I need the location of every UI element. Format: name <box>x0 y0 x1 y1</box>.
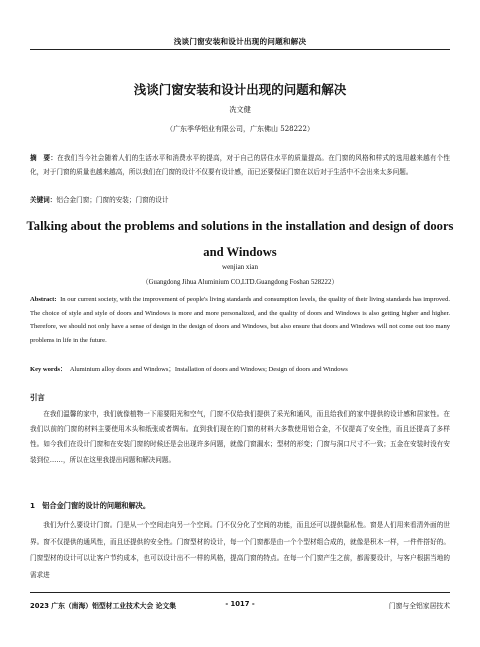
footer-divider <box>30 592 450 593</box>
chinese-keywords <box>30 194 450 206</box>
section-1-heading: 1 铝合金门窗的设计的问题和解决。 <box>30 501 151 510</box>
english-keywords-text: Aluminium alloy doors and Windows；Installation of doors and Windows; Design of doors and Windows <box>69 366 348 373</box>
footer-section: 门窗与全铝家居技术 <box>388 602 450 610</box>
chinese-abstract-label: 摘 要： <box>30 154 58 162</box>
chinese-author: 冼文健 <box>229 105 251 114</box>
english-keywords <box>30 364 450 376</box>
page-footer <box>30 600 450 612</box>
page-number: - 1017 - <box>225 600 255 608</box>
section-1-paragraph: 我们为什么要设计门窗。门是从一个空间走向另一个空间。门不仅分化了空间的功能，而且还可以提供隐私性。窗是人们用来看清外面的世界。窗不仅提供的通风性，而且还提供的安全性。门窗型材的设计，每一个门窗都是由一个个型材组合成的，就像是积木一样，一件件搭好的。门窗型材的设计可以让客户节约成本，也可以设计出不一样的风格，提高门窗的特点。在每一个门窗产生之前，都需要设计，与客户根据当地的需求进 <box>30 521 450 579</box>
chinese-affiliation: （广东季华铝业有限公司，广东佛山 528222） <box>166 125 314 133</box>
intro-heading: 引言 <box>30 393 45 402</box>
english-abstract-label: Abstract: <box>30 296 57 303</box>
footer-proceedings: 2023 广东（南海）铝型材工业技术大会 论文集 <box>30 602 176 610</box>
english-author: wenjian xian <box>222 263 258 271</box>
english-abstract <box>30 293 450 347</box>
english-keywords-label: Key words： <box>30 366 67 373</box>
chinese-abstract-text: 在我们当今社会随着人们的生活水平和消费水平的提高，对于自己的居住水平的质量提高。在门窗的风格和样式的选用越来越有个性化，对于门窗的质量也越来越高，所以我们在门窗的设计不仅要有设计感，而已还要保证门窗在以后对于生活中不会出来太多问题。 <box>30 154 450 176</box>
running-header: 浅谈门窗安装和设计出现的问题和解决 <box>173 37 307 46</box>
english-title: Talking about the problems and solutions in the installation and design of doors and Windows <box>26 219 454 259</box>
header-divider <box>30 49 450 50</box>
english-abstract-text: In our current society, with the improvement of people's living standards and consumption levels, the quality of their living standards has improved. The choice of style and style of doors and Windows is more and more personalized, and the quality of doors and Windows is also getting higher and higher. Therefore, we should not only have a sense of design in the design of doors and Windows, but also ensure that doors and Windows will not come out too many problems in life in the future. <box>30 296 450 344</box>
intro-paragraph: 在我们温馨的家中，我们就像植物一下需要阳光和空气，门窗不仅给我们提供了采光和通风，而且给我们的家中提供的设计感和居家性。在我们以前的门窗的材料主要使用木头和纸张或者绸布。直到我们现在的门窗的材料大多数使用铝合金，不仅提高了安全性，而且还提高了多样性。如今我们在设计门窗和在安装门窗的时候还是会出现许多问题，就像门窗漏水；型材的形变；门窗与洞口尺寸不一致；五金在安装时没有安装到位……，所以在这里我提出问题和解决问题。 <box>30 410 450 464</box>
chinese-title: 浅谈门窗安装和设计出现的问题和解决 <box>133 82 347 97</box>
chinese-keywords-label: 关键词： <box>30 196 57 204</box>
chinese-abstract <box>30 151 450 179</box>
chinese-keywords-text: 铝合金门窗；门窗的安装；门窗的设计 <box>56 196 169 204</box>
english-affiliation: （Guangdong Jihua Aluminium CO,LTD.Guangdong Foshan 528222） <box>141 279 339 286</box>
